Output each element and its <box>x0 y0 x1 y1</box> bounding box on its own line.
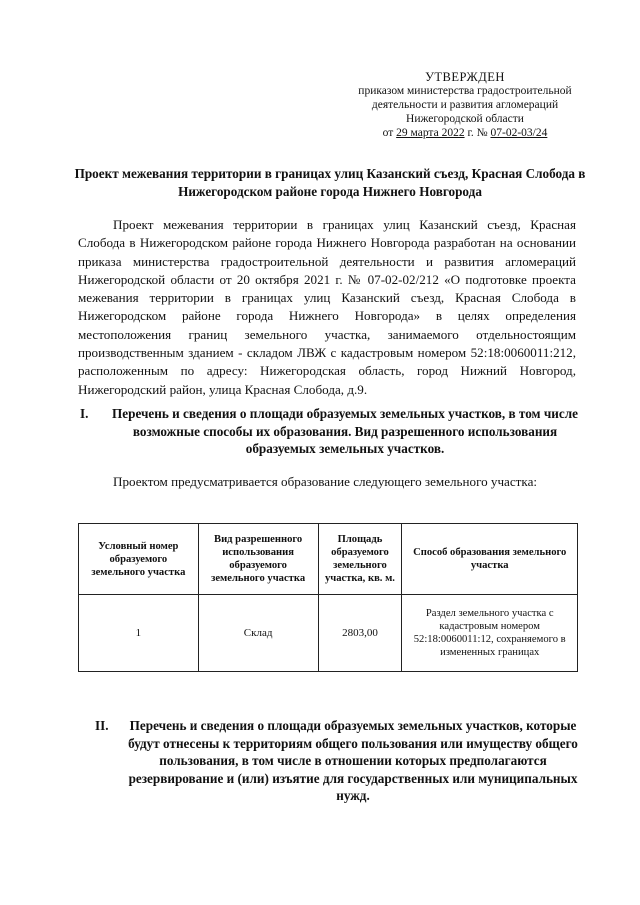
header-permitted-use: Вид разрешенного использования образуемого земельного участка <box>198 524 318 595</box>
table-header-row <box>79 524 578 595</box>
approval-line-1: приказом министерства градостроительной <box>358 85 572 97</box>
section-2-number: II. <box>95 718 109 733</box>
header-plot-number: Условный номер образуемого земельного участка <box>79 524 199 595</box>
approval-heading: УТВЕРЖДЕН <box>425 70 505 84</box>
section-2-heading <box>95 717 585 805</box>
approval-number: 07-02-03/24 <box>490 127 548 139</box>
approval-date-line <box>300 126 630 140</box>
section-2-text: Перечень и сведения о площади образуемых земельных участков, которые будут отнесены к территориям общего пользования или имуществу общего пользования, в том числе в отношении которых предполагаются резервирование и (или) изъятие для государственных или муниципальных нужд. <box>128 718 578 803</box>
approval-date: 29 марта 2022 <box>396 127 465 139</box>
cell-plot-number: 1 <box>79 595 199 672</box>
section-1-heading <box>80 405 580 458</box>
approval-line-3: Нижегородской области <box>406 113 524 125</box>
cell-permitted-use: Склад <box>198 595 318 672</box>
main-paragraph: Проект межевания территории в границах улиц Казанский съезд, Красная Слобода в Нижегородском районе города Нижнего Новгорода разработан на основании приказа министерства градостроительной деятельности и развития агломераций Нижегородской области от 20 октября 2021 г. № 07-02-02/212 «О подготовке проекта межевания территории в границах улиц Казанский съезд, Красная Слобода в Нижегородском районе города Нижнего Новгорода» в целях определения местоположения границ земельного участка, занимаемого отдельностоящим производственным зданием - складом ЛВЖ с кадастровым номером 52:18:0060011:212, расположенным по адресу: Нижегородская область, город Нижний Новгород, Нижегородский район, улица Красная Слобода, д.9. <box>78 217 576 397</box>
approval-line-2: деятельности и развития агломераций <box>371 99 559 111</box>
document-title: Проект межевания территории в границах улиц Казанский съезд, Красная Слобода в Нижегородском районе города Нижнего Новгорода <box>74 166 586 199</box>
cell-formation-method: Раздел земельного участка с кадастровым номером 52:18:0060011:12, сохраняемого в измененных границах <box>402 595 578 672</box>
cell-area: 2803,00 <box>318 595 402 672</box>
approval-year-suffix: г. № <box>467 127 488 139</box>
land-plot-table <box>78 523 578 672</box>
section-1-text: Перечень и сведения о площади образуемых земельных участков, в том числе возможные способы их образования. Вид разрешенного использования образуемых земельных участков. <box>112 406 578 456</box>
intro-paragraph: Проектом предусматривается образование следующего земельного участка: <box>113 474 538 489</box>
header-area: Площадь образуемого земельного участка, кв. м. <box>318 524 402 595</box>
section-1-number: I. <box>80 406 89 421</box>
header-formation-method: Способ образования земельного участка <box>402 524 578 595</box>
table-row <box>79 595 578 672</box>
approval-from-label: от <box>382 127 394 139</box>
approval-stamp <box>300 70 630 140</box>
